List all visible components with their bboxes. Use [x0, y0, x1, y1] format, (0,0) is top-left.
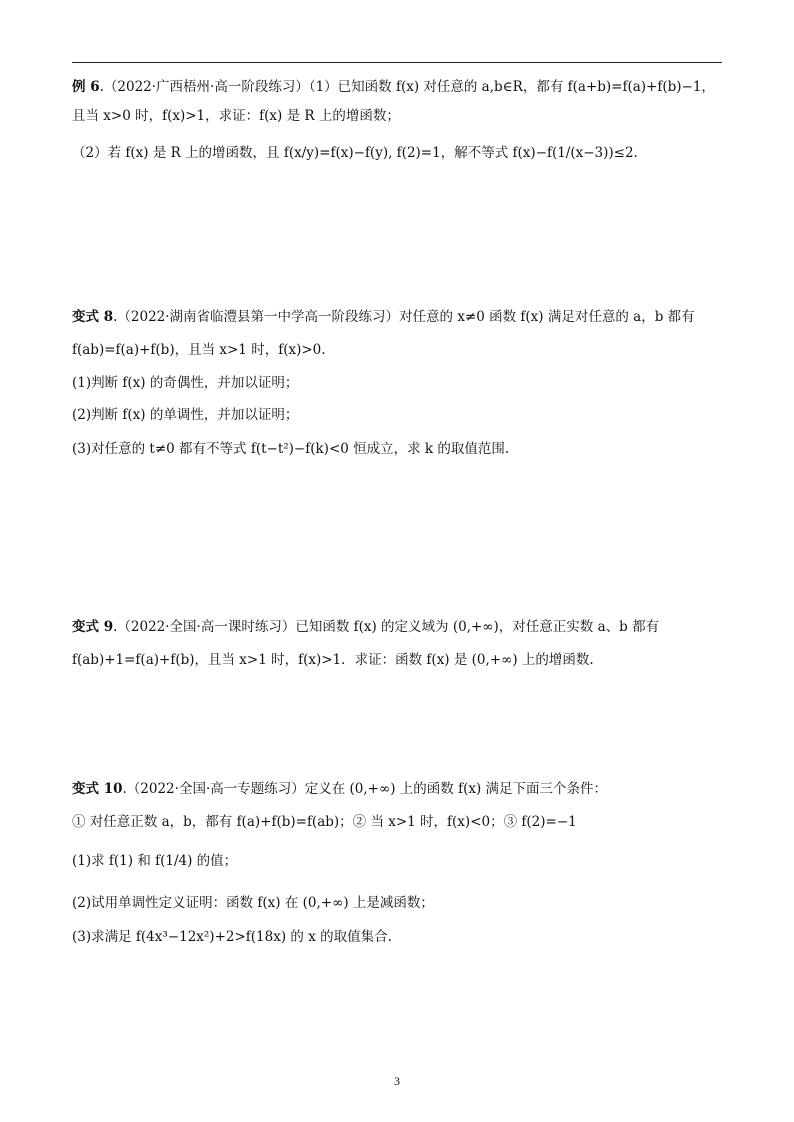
header-rule [72, 62, 722, 63]
example-6-label: 例 6 [72, 79, 100, 95]
variant-8-line-1 [72, 307, 695, 327]
example-6-text-1: .（2022·广西梧州·高一阶段练习）（1）已知函数 f(x) 对任意的 a,b∈R，都有 f(a+b)=f(a)+f(b)−1， [99, 79, 715, 95]
variant-8-label: 变式 8 [72, 309, 114, 325]
example-6-line-1 [72, 77, 715, 97]
variant-9-line-2: f(ab)+1=f(a)+f(b)，且当 x>1 时，f(x)>1．求证：函数 f(x) 是 (0,+∞) 上的增函数. [72, 652, 594, 668]
variant-9-line-1 [72, 617, 659, 637]
example-6-line-3: （2）若 f(x) 是 R 上的增函数，且 f(x/y)=f(x)−f(y), f(2)=1，解不等式 f(x)−f(1/(x−3))≤2. [72, 145, 638, 161]
variant-10-line-1 [72, 779, 607, 799]
variant-10-line-2: ① 对任意正数 a，b，都有 f(a)+f(b)=f(ab)；② 当 x>1 时，f(x)<0；③ f(2)=−1 [72, 814, 577, 830]
variant-10-text-1: .（2022·全国·高一专题练习）定义在 (0,+∞) 上的函数 f(x) 满足下面三个条件： [122, 781, 608, 797]
variant-8-text-1: .（2022·湖南省临澧县第一中学高一阶段练习）对任意的 x≠0 函数 f(x) 满足对任意的 a，b 都有 [113, 309, 695, 325]
variant-8-line-2: f(ab)=f(a)+f(b)，且当 x>1 时，f(x)>0. [72, 342, 326, 358]
variant-8-line-5: (3)对任意的 t≠0 都有不等式 f(t−t²)−f(k)<0 恒成立，求 k 的取值范围. [72, 441, 510, 457]
variant-10-line-3: (1)求 f(1) 和 f(1/4) 的值； [72, 853, 238, 869]
variant-8-line-4: (2)判断 f(x) 的单调性，并加以证明； [72, 407, 299, 423]
example-6-line-2: 且当 x>0 时，f(x)>1，求证：f(x) 是 R 上的增函数； [72, 108, 400, 124]
variant-10-label: 变式 10 [72, 781, 123, 797]
variant-9-label: 变式 9 [72, 619, 114, 635]
variant-10-line-5: (3)求满足 f(4x³−12x²)+2>f(18x) 的 x 的取值集合. [72, 929, 392, 945]
variant-9-text-1: .（2022·全国·高一课时练习）已知函数 f(x) 的定义域为 (0,+∞)，对任意正实数 a、b 都有 [113, 619, 660, 635]
variant-10-line-4: (2)试用单调性定义证明：函数 f(x) 在 (0,+∞) 上是减函数； [72, 895, 434, 911]
page-number: 3 [394, 1074, 400, 1088]
variant-8-line-3: (1)判断 f(x) 的奇偶性，并加以证明； [72, 375, 299, 391]
